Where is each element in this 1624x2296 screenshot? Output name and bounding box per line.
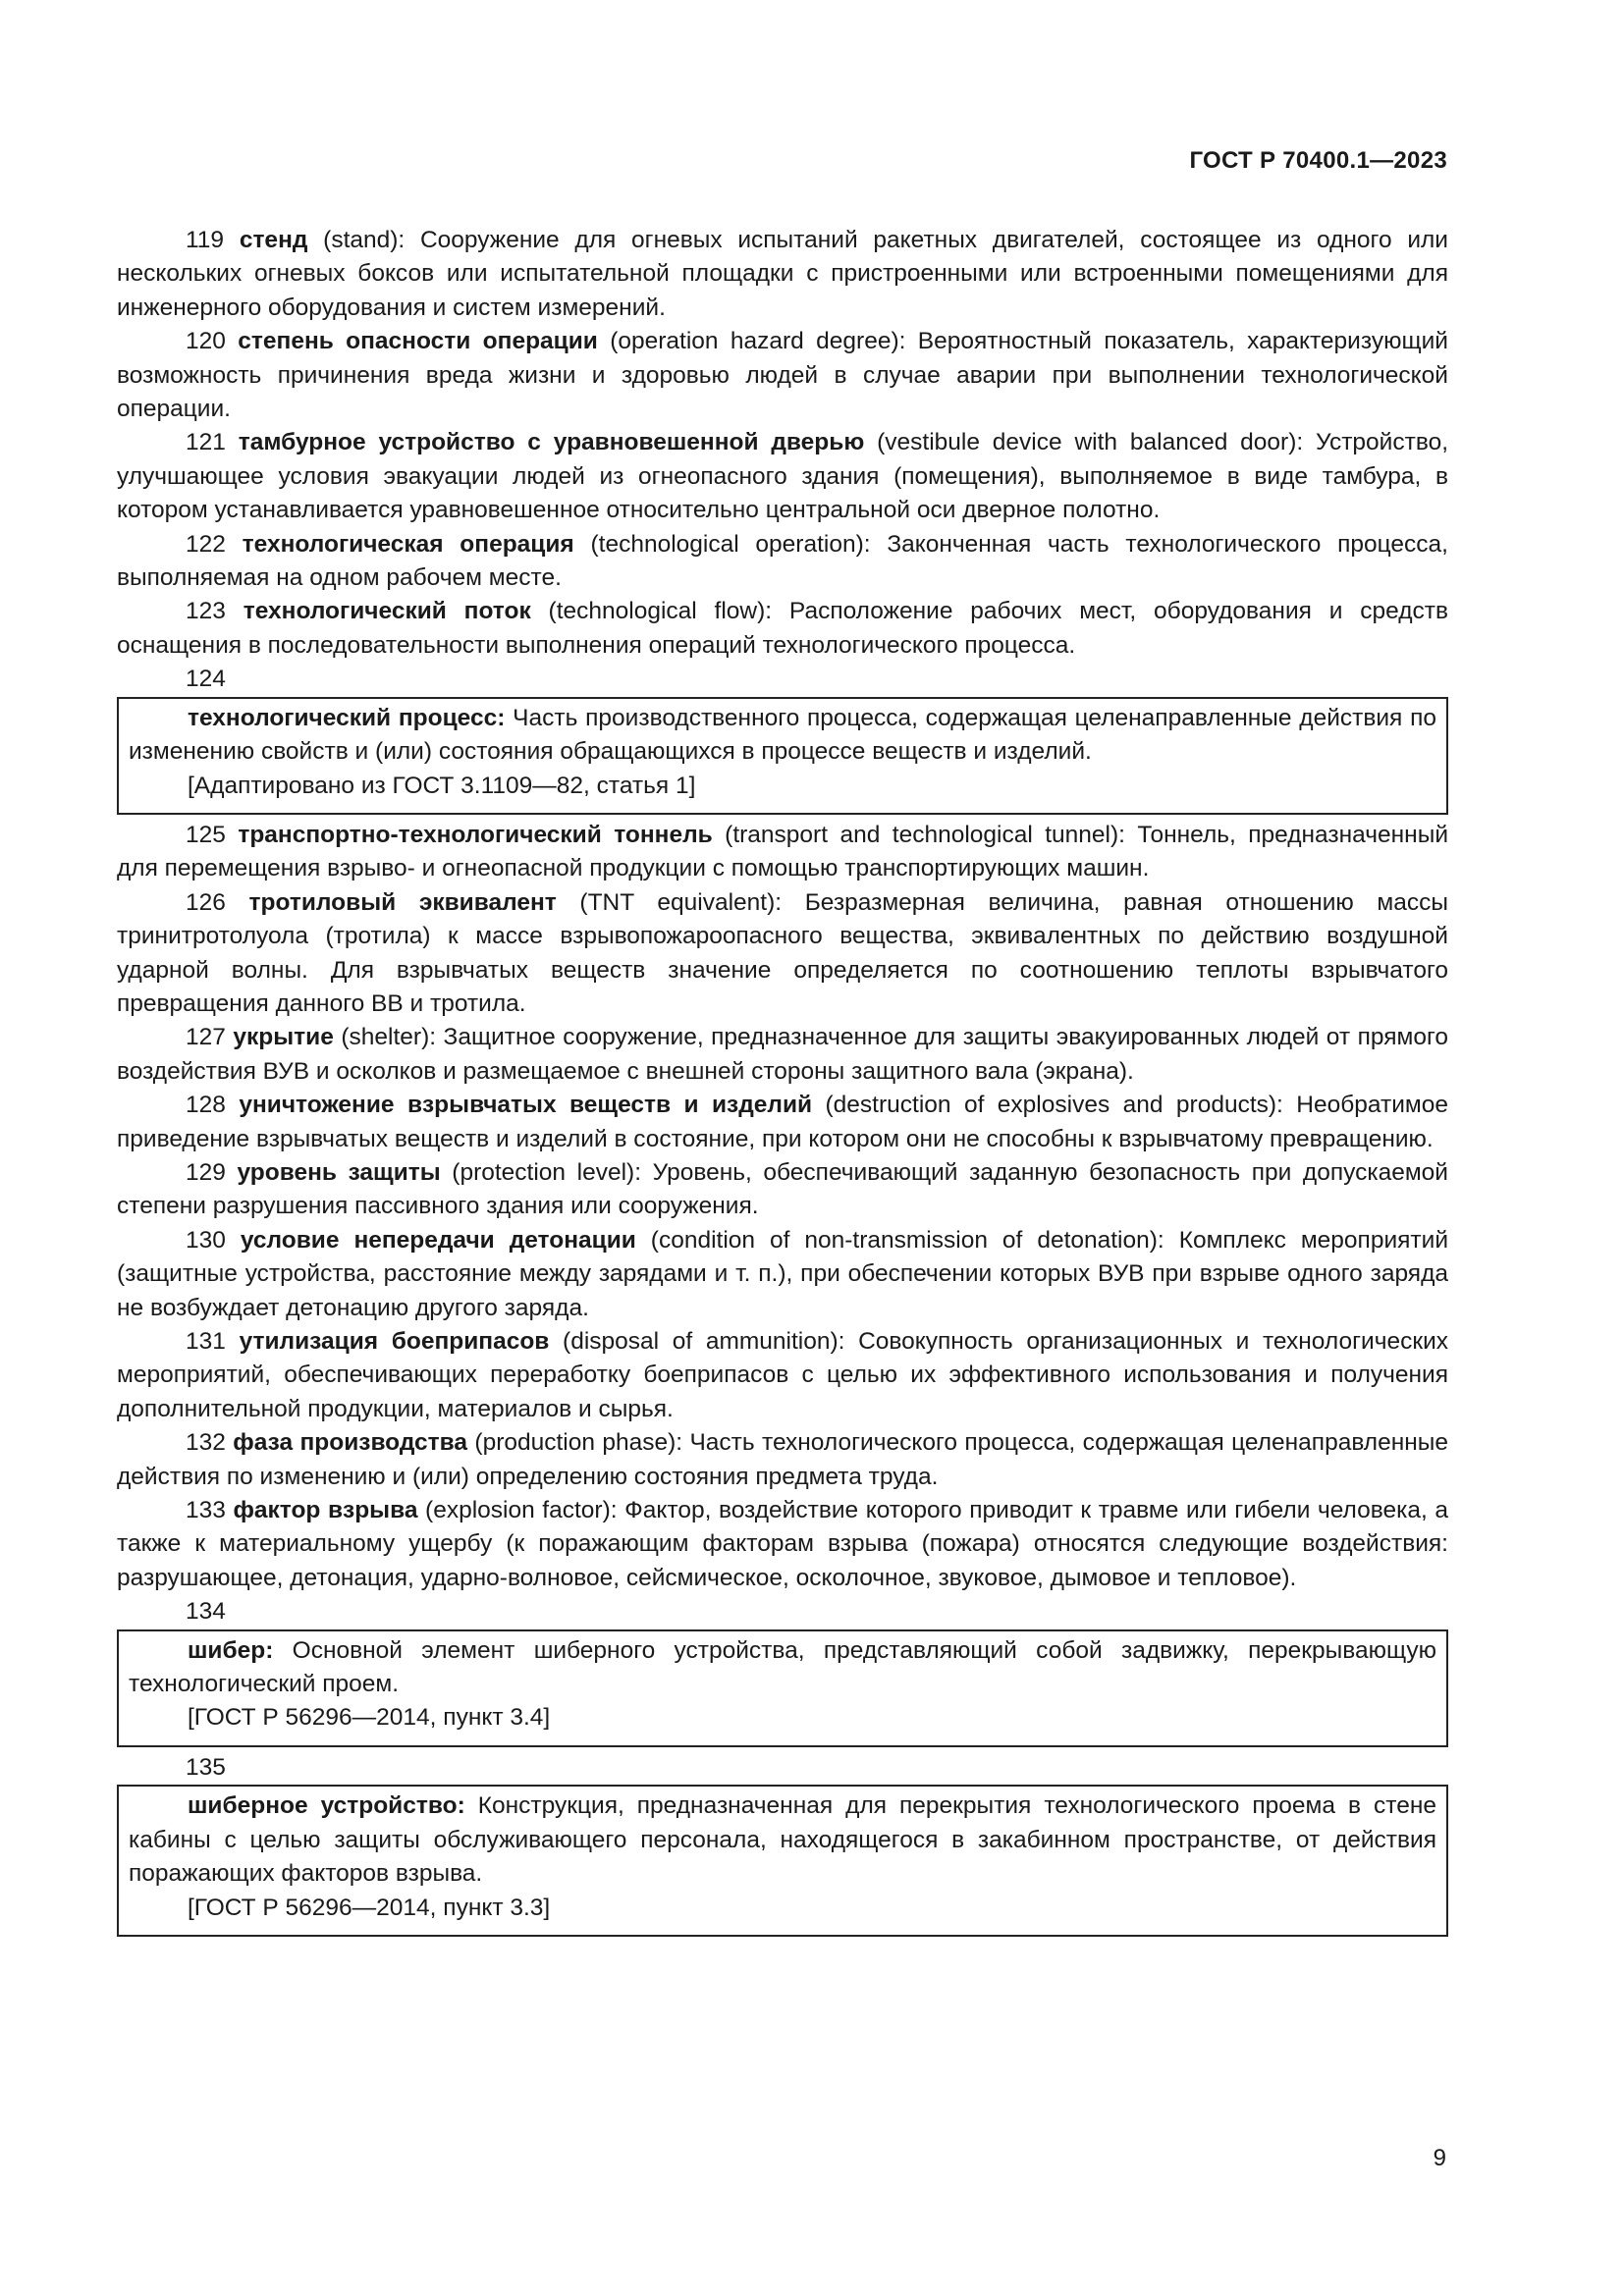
term-name: тамбурное устройство с уравновешенной дверью [238,429,865,456]
term-entry-120: 120 степень опасности операции (operation hazard degree): Вероятностный показатель, характеризующий возможность причинения вреда жизни и здоровью людей в случае аварии при выполнении технологической операции. [117,328,1448,423]
term-name: укрытие [233,1024,334,1051]
boxed-definition [129,702,1436,770]
term-box-124 [117,697,1448,815]
term-name: технологический процесс: [188,704,506,731]
term-number-135: 135 [186,1753,226,1781]
term-definition: (protection level): Уровень, обеспечивающий заданную безопасность при допускаемой степени разрушения пассивного здания или сооружения. [117,1158,1448,1220]
term-entry-130: 130 условие непередачи детонации (condition of non-transmission of detonation): Комплекс мероприятий (защитные устройства, расстояние между зарядами и т. п.), при обеспечении которых ВУВ при взрыве одного заряда не возбуждает детонацию другого заряда. [117,1226,1448,1321]
term-name: фаза производства [233,1429,468,1457]
term-definition: (destruction of explosives and products): Необратимое приведение взрывчатых веществ и изделий в состояние, при котором они не способны к взрывчатому превращению. [117,1092,1448,1152]
term-definition: (explosion factor): Фактор, воздействие которого приводит к травме или гибели человека, а также к материальному ущербу (к поражающим факторам взрыва (пожара) относятся следующие воздействия: разрушающее, детонация, ударно-волновое, сейсмическое, осколочное, звуковое, дымовое и тепловое). [117,1497,1448,1591]
term-name: шибер: [188,1636,274,1664]
term-definition: Конструкция, предназначенная для перекрытия технологического проема в стене кабины с целью защиты обслуживающего персонала, находящегося в закабинном пространстве, от действия поражающих факторов взрыва. [129,1792,1436,1888]
term-definition: (disposal of ammunition): Совокупность организационных и технологических мероприятий, обеспечивающих переработку боеприпасов с целью их эффективного использования и получения дополнительной продукции, материалов и сырья. [117,1328,1448,1422]
term-entry-131: 131 утилизация боеприпасов (disposal of ammunition): Совокупность организационных и технологических мероприятий, обеспечивающих переработку боеприпасов с целью их эффективного использования и получения дополнительной продукции, материалов и сырья. [117,1328,1448,1422]
term-name: фактор взрыва [233,1497,418,1524]
term-entry-119: 119 стенд (stand): Сооружение для огневых испытаний ракетных двигателей, состоящее из одного или нескольких огневых боксов или испытательной площадки с пристроенными или встроенными помещениями для инженерного оборудования и систем измерений. [117,227,1448,321]
term-definition: (shelter): Защитное сооружение, предназначенное для защиты эвакуированных людей от прямого воздействия ВУВ и осколков и размещаемое с внешней стороны защитного вала (экрана). [117,1024,1448,1085]
page-number: 9 [1433,2145,1446,2171]
term-name: степень опасности операции [238,328,598,355]
term-entry-121: 121 тамбурное устройство с уравновешенной дверью (vestibule device with balanced door): Устройство, улучшающее условия эвакуации людей из огнеопасного здания (помещения), выполняемое в виде тамбура, в котором устанавливается уравновешенное относительно центральной оси дверное полотно. [117,429,1449,524]
term-definition: Основной элемент шиберного устройства, представляющий собой задвижку, перекрывающую технологический проем. [129,1636,1436,1698]
term-name: утилизация боеприпасов [239,1328,550,1355]
term-name: уровень защиты [237,1158,441,1186]
term-entry-123: 123 технологический поток (technological flow): Расположение рабочих мест, оборудования и средств оснащения в последовательности выполнения операций технологического процесса. [117,598,1448,659]
term-definition: (technological flow): Расположение рабочих мест, оборудования и средств оснащения в последовательности выполнения операций технологического процесса. [117,598,1448,659]
document-header: ГОСТ Р 70400.1—2023 [1189,147,1447,174]
term-definition: (condition of non-transmission of detonation): Комплекс мероприятий (защитные устройства, расстояние между зарядами и т. п.), при обеспечении которых ВУВ при взрыве одного заряда не возбуждает детонацию другого заряда. [117,1226,1448,1321]
term-entry-133: 133 фактор взрыва (explosion factor): Фактор, воздействие которого приводит к травме или гибели человека, а также к материальному ущербу (к поражающим факторам взрыва (пожара) относятся следующие воздействия: разрушающее, детонация, ударно-волновое, сейсмическое, осколочное, звуковое, дымовое и тепловое). [117,1497,1448,1591]
boxed-definition [129,1634,1436,1702]
document-body [117,224,1448,1941]
term-source: [ГОСТ Р 56296—2014, пункт 3.4] [188,1704,551,1732]
term-number-134: 134 [186,1598,226,1626]
boxed-definition [129,1789,1436,1891]
term-number-124: 124 [186,666,226,693]
term-entry-125: 125 транспортно-технологический тоннель (transport and technological tunnel): Тоннель, предназначенный для перемещения взрыво- и огнеопасной продукции с помощью транспортирующих машин. [117,821,1449,882]
term-definition: (operation hazard degree): Вероятностный показатель, характеризующий возможность причинения вреда жизни и здоровью людей в случае аварии при выполнении технологической операции. [117,328,1448,423]
term-name: условие непередачи детонации [240,1226,636,1254]
term-definition: Часть производственного процесса, содержащая целенаправленные действия по изменению свойств и (или) состояния обращающихся в процессе веществ и изделий. [129,704,1437,766]
term-source: [ГОСТ Р 56296—2014, пункт 3.3] [188,1894,551,1921]
term-entry-129: 129 уровень защиты (protection level): Уровень, обеспечивающий заданную безопасность при допускаемой степени разрушения пассивного здания или сооружения. [117,1158,1448,1220]
term-definition: (transport and technological tunnel): Тоннель, предназначенный для перемещения взрыво- и огнеопасной продукции с помощью транспортирующих машин. [117,821,1449,882]
term-entry-127: 127 укрытие (shelter): Защитное сооружение, предназначенное для защиты эвакуированных людей от прямого воздействия ВУВ и осколков и размещаемое с внешней стороны защитного вала (экрана). [117,1024,1448,1085]
term-name: технологический поток [243,598,531,625]
term-entry-126: 126 тротиловый эквивалент (TNT equivalent): Безразмерная величина, равная отношению массы тринитротолуола (тротила) к массе взрывопожароопасного вещества, эквивалентных по действию воздушной ударной волны. Для взрывчатых веществ значение определяется по соотношению теплоты взрывчатого превращения данного ВВ и тротила. [117,888,1448,1017]
term-entry-122: 122 технологическая операция (technological operation): Законченная часть технологического процесса, выполняемая на одном рабочем месте. [117,530,1448,592]
term-box-135 [117,1785,1448,1937]
term-entry-132: 132 фаза производства (production phase): Часть технологического процесса, содержащая целенаправленные действия по изменению и (или) определению состояния предмета труда. [117,1429,1448,1490]
term-name: тротиловый эквивалент [248,888,557,916]
term-name: стенд [239,227,308,253]
term-name: уничтожение взрывчатых веществ и изделий [239,1092,813,1119]
term-name: технологическая операция [242,530,574,558]
term-name: транспортно-технологический тоннель [238,821,713,848]
term-box-134 [117,1629,1448,1747]
term-definition: (technological operation): Законченная часть технологического процесса, выполняемая на одном рабочем месте. [117,530,1448,592]
term-definition: (TNT equivalent): Безразмерная величина, равная отношению массы тринитротолуола (тротила) к массе взрывопожароопасного вещества, эквивалентных по действию воздушной ударной волны. Для взрывчатых веществ значение определяется по соотношению теплоты взрывчатого превращения данного ВВ и тротила. [117,888,1448,1017]
term-name: шиберное устройство: [188,1792,465,1820]
term-definition: (vestibule device with balanced door): Устройство, улучшающее условия эвакуации людей из огнеопасного здания (помещения), выполняемое в виде тамбура, в котором устанавливается уравновешенное относительно центральной оси дверное полотно. [117,429,1449,524]
term-entry-128: 128 уничтожение взрывчатых веществ и изделий (destruction of explosives and products): Необратимое приведение взрывчатых веществ и изделий в состояние, при котором они не способны к взрывчатому превращению. [117,1092,1448,1152]
term-definition: (stand): Сооружение для огневых испытаний ракетных двигателей, состоящее из одного или нескольких огневых боксов или испытательной площадки с пристроенными или встроенными помещениями для инженерного оборудования и систем измерений. [117,227,1448,321]
term-source: [Адаптировано из ГОСТ 3.1109—82, статья 1] [188,772,696,799]
term-definition: (production phase): Часть технологического процесса, содержащая целенаправленные действия по изменению и (или) определению состояния предмета труда. [117,1429,1448,1490]
